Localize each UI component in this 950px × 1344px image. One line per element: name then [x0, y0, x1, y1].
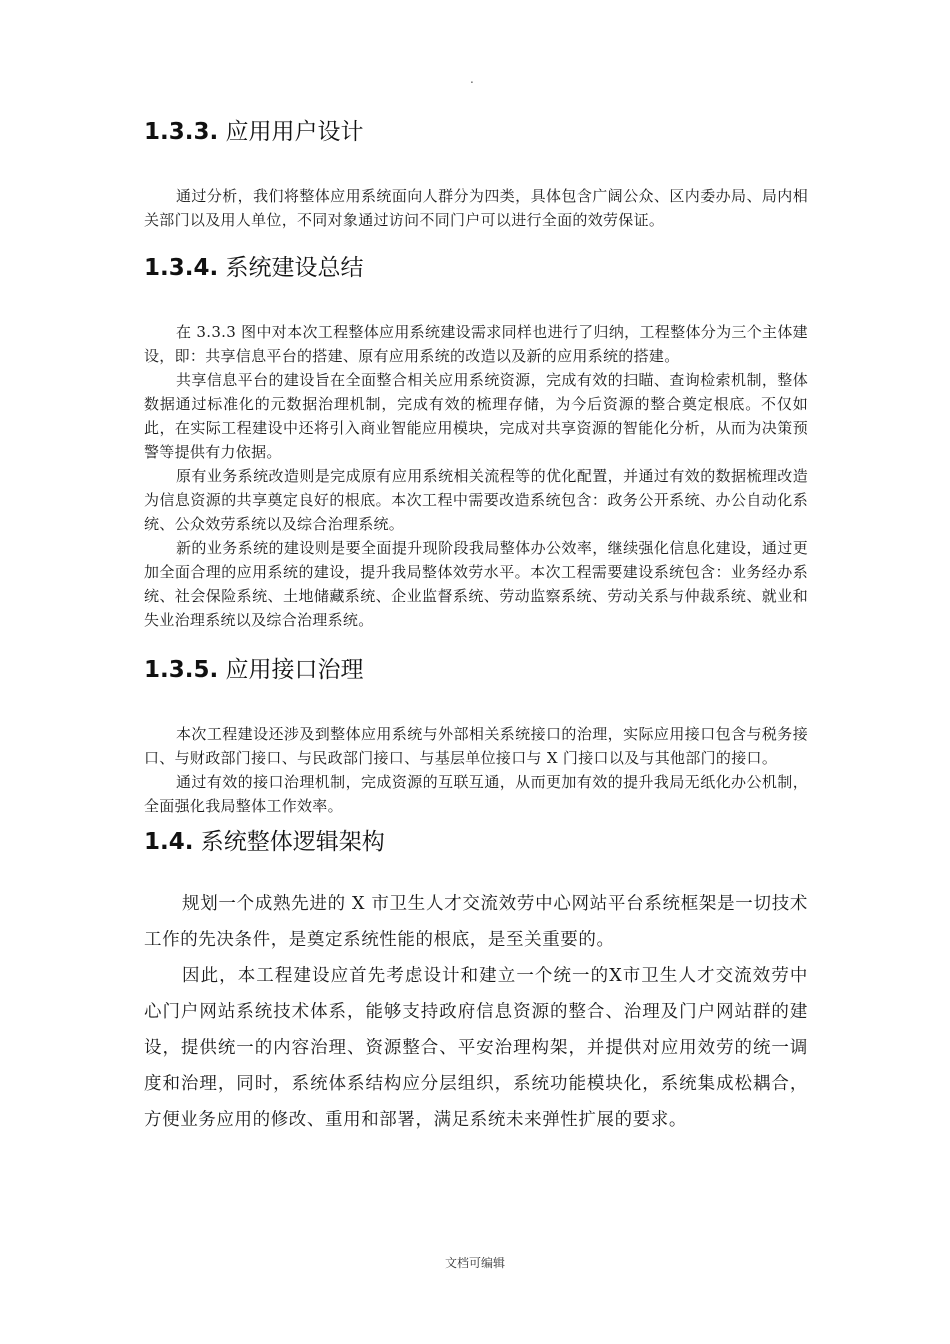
section-number: 1.3.5. — [144, 656, 219, 683]
section-title: 系统建设总结 — [225, 254, 364, 281]
paragraph: 原有业务系统改造则是完成原有应用系统相关流程等的优化配置，并通过有效的数据梳理改造为信息资源的共享奠定良好的根底。本次工程中需要改造系统包含：政务公开系统、办公自动化系统、公众效劳系统以及综合治理系统。 — [144, 466, 808, 533]
paragraph: 在 3.3.3 图中对本次工程整体应用系统建设需求同样也进行了归纳，工程整体分为三个主体建设，即：共享信息平台的搭建、原有应用系统的改造以及新的应用系统的搭建。 — [144, 322, 808, 365]
page-footer: 文档可编辑 — [444, 1256, 505, 1270]
section-heading — [144, 254, 808, 284]
paragraph: 规划一个成熟先进的 X 市卫生人才交流效劳中心网站平台系统框架是一切技术工作的先决条件，是奠定系统性能的根底，是至关重要的。 — [144, 893, 808, 950]
section-number: 1.4. — [144, 828, 194, 855]
section-title: 应用接口治理 — [225, 656, 364, 683]
section-title: 系统整体逻辑架构 — [200, 828, 385, 855]
section-1-3-4 — [144, 254, 808, 632]
section-1-4 — [144, 828, 808, 1138]
section-title: 应用用户设计 — [225, 119, 364, 145]
section-heading — [144, 656, 808, 686]
section-heading — [144, 828, 808, 858]
paragraph: 新的业务系统的建设则是要全面提升现阶段我局整体办公效率，继续强化信息化建设，通过更加全面合理的应用系统的建设，提升我局整体效劳水平。本次工程需要建设系统包含：业务经办系统、社会保险系统、土地储藏系统、企业监督系统、劳动监察系统、劳动关系与仲裁系统、就业和失业治理系统以及综合治理系统。 — [144, 538, 808, 629]
paragraph: 本次工程建设还涉及到整体应用系统与外部相关系统接口的治理，实际应用接口包含与税务接口、与财政部门接口、与民政部门接口、与基层单位接口与 X 门接口以及与其他部门的接口。 — [144, 724, 808, 767]
section-number: 1.3.4. — [144, 254, 219, 281]
section-number: 1.3.3. — [144, 119, 219, 145]
section-heading — [144, 118, 808, 148]
document-body — [144, 110, 808, 1138]
paragraph: 通过分析，我们将整体应用系统面向人群分为四类，具体包含广阔公众、区内委办局、局内相关部门以及用人单位，不同对象通过访问不同门户可以进行全面的效劳保证。 — [144, 186, 808, 229]
section-1-3-5 — [144, 656, 808, 818]
paragraph: 因此，本工程建设应首先考虑设计和建立一个统一的X市卫生人才交流效劳中心门户网站系统技术体系，能够支持政府信息资源的整合、治理及门户网站群的建设，提供统一的内容治理、资源整合、平安治理构架，并提供对应用效劳的统一调度和治理，同时，系统体系结构应分层组织，系统功能模块化，系统集成松耦合，方便业务应用的修改、重用和部署，满足系统未来弹性扩展的要求。 — [144, 965, 808, 1130]
header-mark: . — [470, 72, 474, 86]
section-1-3-3 — [144, 118, 808, 232]
paragraph: 通过有效的接口治理机制，完成资源的互联互通，从而更加有效的提升我局无纸化办公机制，全面强化我局整体工作效率。 — [144, 772, 808, 815]
paragraph: 共享信息平台的建设旨在全面整合相关应用系统资源，完成有效的扫瞄、查询检索机制，整体数据通过标准化的元数据治理机制，完成有效的梳理存储，为今后资源的整合奠定根底。不仅如此，在实际工程建设中还将引入商业智能应用模块，完成对共享资源的智能化分析，从而为决策预警等提供有力依据。 — [144, 370, 808, 461]
